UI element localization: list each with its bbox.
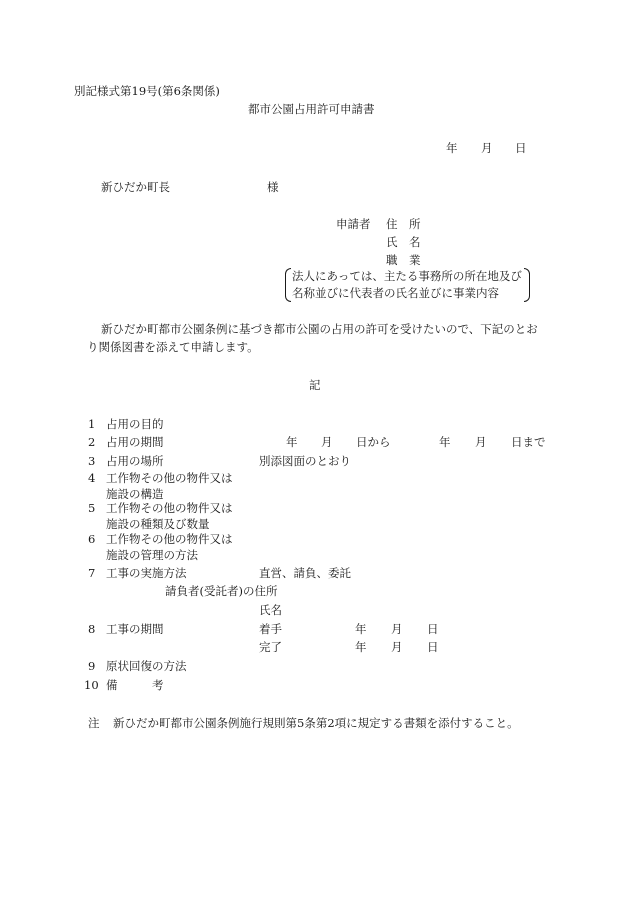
item-6-label-line2: 施設の管理の方法 — [106, 548, 198, 562]
ki-heading: 記 — [309, 378, 321, 392]
applicant-note-line2: 名称並びに代表者の氏名並びに事業内容 — [292, 286, 499, 300]
addressee-honorific: 様 — [267, 180, 279, 194]
applicant-occupation-label: 職 業 — [386, 253, 421, 267]
item-9-number: 9 — [88, 659, 96, 673]
item-10-number: 10 — [84, 678, 99, 692]
form-number: 別記様式第19号(第6条関係) — [74, 84, 220, 98]
form-title: 都市公園占用許可申請書 — [248, 102, 375, 116]
footnote-text: 新ひだか町都市公園条例施行規則第5条第2項に規定する書類を添付すること。 — [113, 716, 519, 730]
item-2-month-from: 月 — [321, 435, 333, 449]
item-6-number: 6 — [88, 532, 96, 546]
item-3-number: 3 — [88, 454, 96, 468]
body-line1: 新ひだか町都市公園条例に基づき都市公園の占用の許可を受けたいので、下記のとお — [101, 322, 538, 336]
item-8-label: 工事の期間 — [106, 622, 164, 636]
item-1-number: 1 — [88, 417, 96, 431]
date-year-label: 年 — [446, 141, 458, 155]
note-right-bracket — [524, 268, 530, 302]
item-7-name-label: 氏名 — [259, 603, 282, 617]
item-3-label: 占用の場所 — [106, 454, 164, 468]
item-8-end-year: 年 — [355, 640, 367, 654]
item-2-label: 占用の期間 — [106, 435, 164, 449]
item-2-day-to: 日まで — [511, 435, 546, 449]
item-3-value: 別添図面のとおり — [259, 454, 351, 468]
item-10-label: 備 考 — [106, 678, 164, 692]
item-8-start-month: 月 — [391, 622, 403, 636]
item-8-start-label: 着手 — [259, 622, 282, 636]
item-5-number: 5 — [88, 501, 96, 515]
item-8-start-year: 年 — [355, 622, 367, 636]
footnote-prefix: 注 — [88, 716, 100, 730]
item-1-label: 占用の目的 — [106, 417, 164, 431]
item-5-label-line2: 施設の種類及び数量 — [106, 517, 210, 531]
applicant-note-line1: 法人にあっては、主たる事務所の所在地及び — [292, 269, 522, 283]
item-2-year-from: 年 — [286, 435, 298, 449]
item-5-label-line1: 工作物その他の物件又は — [106, 501, 233, 515]
item-2-year-to: 年 — [439, 435, 451, 449]
body-line2: り関係図書を添えて申請します。 — [87, 340, 259, 354]
item-4-label-line1: 工作物その他の物件又は — [106, 471, 233, 485]
applicant-label: 申請者 — [336, 217, 371, 231]
item-9-label: 原状回復の方法 — [106, 659, 187, 673]
item-8-number: 8 — [88, 622, 96, 636]
item-8-end-month: 月 — [391, 640, 403, 654]
item-2-number: 2 — [88, 435, 96, 449]
item-2-day-from: 日から — [356, 435, 391, 449]
item-8-end-label: 完了 — [259, 640, 282, 654]
item-7-contractor-label: 請負者(受託者)の住所 — [165, 584, 278, 598]
applicant-address-label: 住 所 — [386, 217, 421, 231]
applicant-name-label: 氏 名 — [386, 235, 421, 249]
note-left-bracket — [285, 268, 291, 302]
item-8-start-day: 日 — [427, 622, 439, 636]
date-day-label: 日 — [515, 141, 527, 155]
item-7-label: 工事の実施方法 — [106, 566, 187, 580]
item-4-number: 4 — [88, 471, 96, 485]
addressee-name: 新ひだか町長 — [101, 180, 170, 194]
item-7-number: 7 — [88, 566, 96, 580]
item-6-label-line1: 工作物その他の物件又は — [106, 532, 233, 546]
item-8-end-day: 日 — [427, 640, 439, 654]
item-7-value: 直営、請負、委託 — [259, 566, 351, 580]
date-month-label: 月 — [481, 141, 493, 155]
item-2-month-to: 月 — [475, 435, 487, 449]
item-4-label-line2: 施設の構造 — [106, 487, 164, 501]
